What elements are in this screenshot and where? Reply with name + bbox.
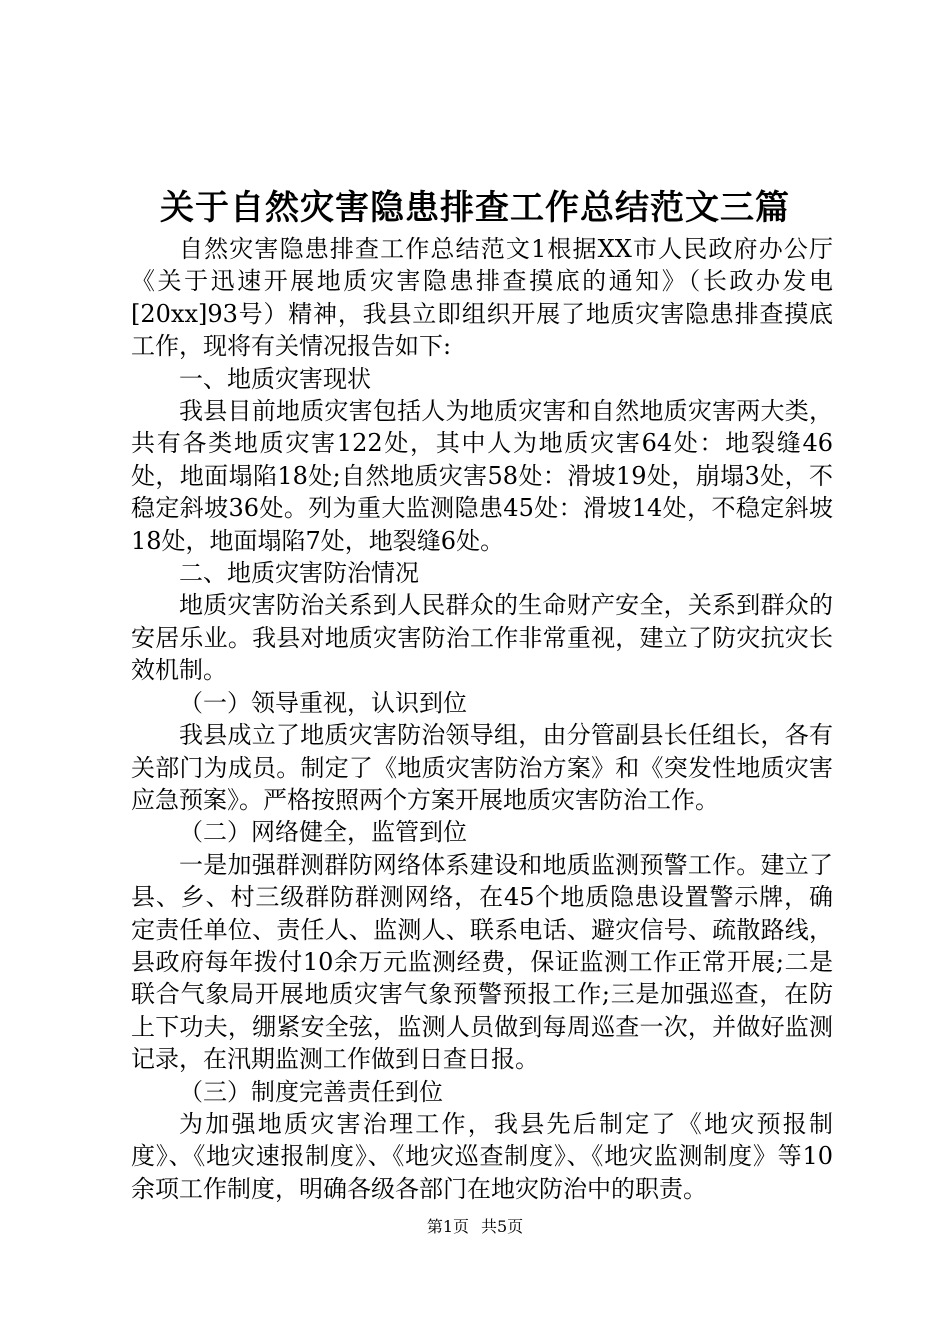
document-body bbox=[131, 233, 833, 1205]
paragraph-leadership: 我县成立了地质灾害防治领导组，由分管副县长任组长，各有关部门为成员。制定了《地质灾害防治方案》和《突发性地质灾害应急预案》。严格按照两个方案开展地质灾害防治工作。 bbox=[131, 721, 833, 814]
page-number: 第1页 bbox=[426, 1217, 469, 1236]
section-heading-2: 二、地质灾害防治情况 bbox=[179, 559, 419, 588]
subsection-heading-3: （三）制度完善责任到位 bbox=[179, 1077, 443, 1106]
page-footer bbox=[0, 1215, 950, 1239]
page-total: 共5页 bbox=[481, 1217, 524, 1236]
paragraph-network: 一是加强群测群防网络体系建设和地质监测预警工作。建立了县、乡、村三级群防群测网络，在45个地质隐患设置警示牌，确定责任单位、责任人、监测人、联系电话、避灾信号、疏散路线，县政府每年拨付10余万元监测经费，保证监测工作正常开展;二是联合气象局开展地质灾害气象预警预报工作;三是加强巡查，在防上下功夫，绷紧安全弦，监测人员做到每周巡查一次，并做好监测记录，在汛期监测工作做到日查日报。 bbox=[131, 850, 833, 1074]
paragraph-regulations: 为加强地质灾害治理工作，我县先后制定了《地灾预报制度》、《地灾速报制度》、《地灾巡查制度》、《地灾监测制度》等10余项工作制度，明确各级各部门在地灾防治中的职责。 bbox=[131, 1109, 833, 1203]
subsection-heading-2: （二）网络健全，监管到位 bbox=[179, 818, 467, 847]
paragraph-intro: 自然灾害隐患排查工作总结范文1根据XX市人民政府办公厅《关于迅速开展地质灾害隐患排查摸底的通知》（长政办发电[20xx]93号）精神，我县立即组织开展了地质灾害隐患排查摸底工作，现将有关情况报告如下: bbox=[131, 235, 833, 361]
subsection-heading-1: （一）领导重视，认识到位 bbox=[179, 688, 467, 717]
paragraph-prevention-overview: 地质灾害防治关系到人民群众的生命财产安全，关系到群众的安居乐业。我县对地质灾害防治工作非常重视，建立了防灾抗灾长效机制。 bbox=[131, 591, 833, 685]
document-title: 关于自然灾害隐患排查工作总结范文三篇 bbox=[160, 188, 790, 228]
paragraph-current-status: 我县目前地质灾害包括人为地质灾害和自然地质灾害两大类，共有各类地质灾害122处，其中人为地质灾害64处：地裂缝46处，地面塌陷18处;自然地质灾害58处：滑坡19处，崩塌3处，不稳定斜坡36处。列为重大监测隐患45处：滑坡14处，不稳定斜坡18处，地面塌陷7处，地裂缝6处。 bbox=[131, 397, 833, 555]
section-heading-1: 一、地质灾害现状 bbox=[179, 364, 371, 393]
